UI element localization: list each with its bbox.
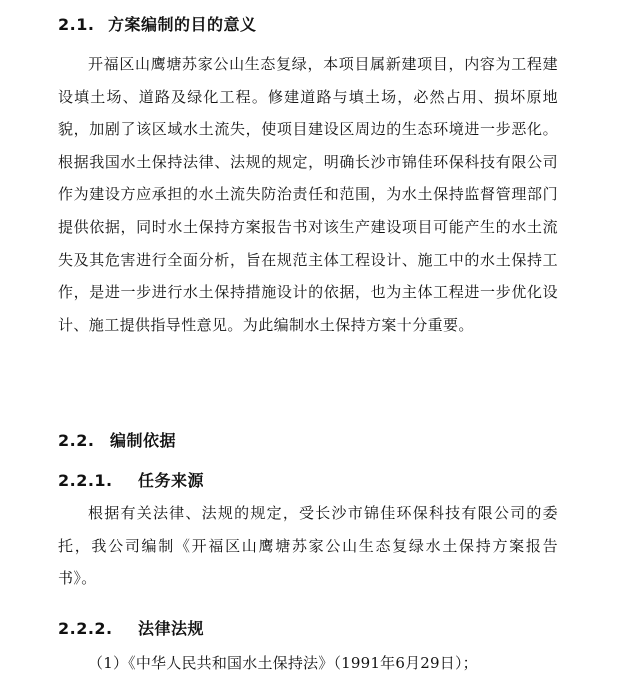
section-heading-2-2: [58, 428, 176, 451]
section-number: 2.2.: [58, 431, 95, 450]
section-number: 2.1.: [58, 15, 95, 34]
section-title: 编制依据: [110, 431, 177, 450]
section-heading-2-2-1: [58, 468, 204, 491]
paragraph-task-source: 根据有关法律、法规的规定，受长沙市锦佳环保科技有限公司的委托，我公司编制《开福区山鹰塘苏家公山生态复绿水土保持方案报告书》。: [58, 504, 558, 588]
section-title: 任务来源: [138, 471, 205, 490]
paragraph-purpose: 开福区山鹰塘苏家公山生态复绿，本项目属新建项目，内容为工程建设填土场、道路及绿化工程。修建道路与填土场，必然占用、损坏原地貌，加剧了该区域水土流失，使项目建设区周边的生态环境进一步恶化。根据我国水土保持法律、法规的规定，明确长沙市锦佳环保科技有限公司作为建设方应承担的水土流失防治责任和范围，为水土保持监督管理部门提供依据，同时水土保持方案报告书对该生产建设项目可能产生的水土流失及其危害进行全面分析，旨在规范主体工程设计、施工中的水土保持工作，是进一步进行水土保持措施设计的依据，也为主体工程进一步优化设计、施工提供指导性意见。为此编制水土保持方案十分重要。: [58, 55, 558, 334]
law-list-item: （1）《中华人民共和国水土保持法》（1991年6月29日）；: [88, 654, 478, 672]
section-number: 2.2.2.: [58, 619, 113, 638]
section-heading-2-1: [58, 12, 257, 35]
section-heading-2-2-2: [58, 616, 204, 639]
section-title: 法律法规: [138, 619, 205, 638]
section-title: 方案编制的目的意义: [108, 15, 257, 34]
section-number: 2.2.1.: [58, 471, 113, 490]
